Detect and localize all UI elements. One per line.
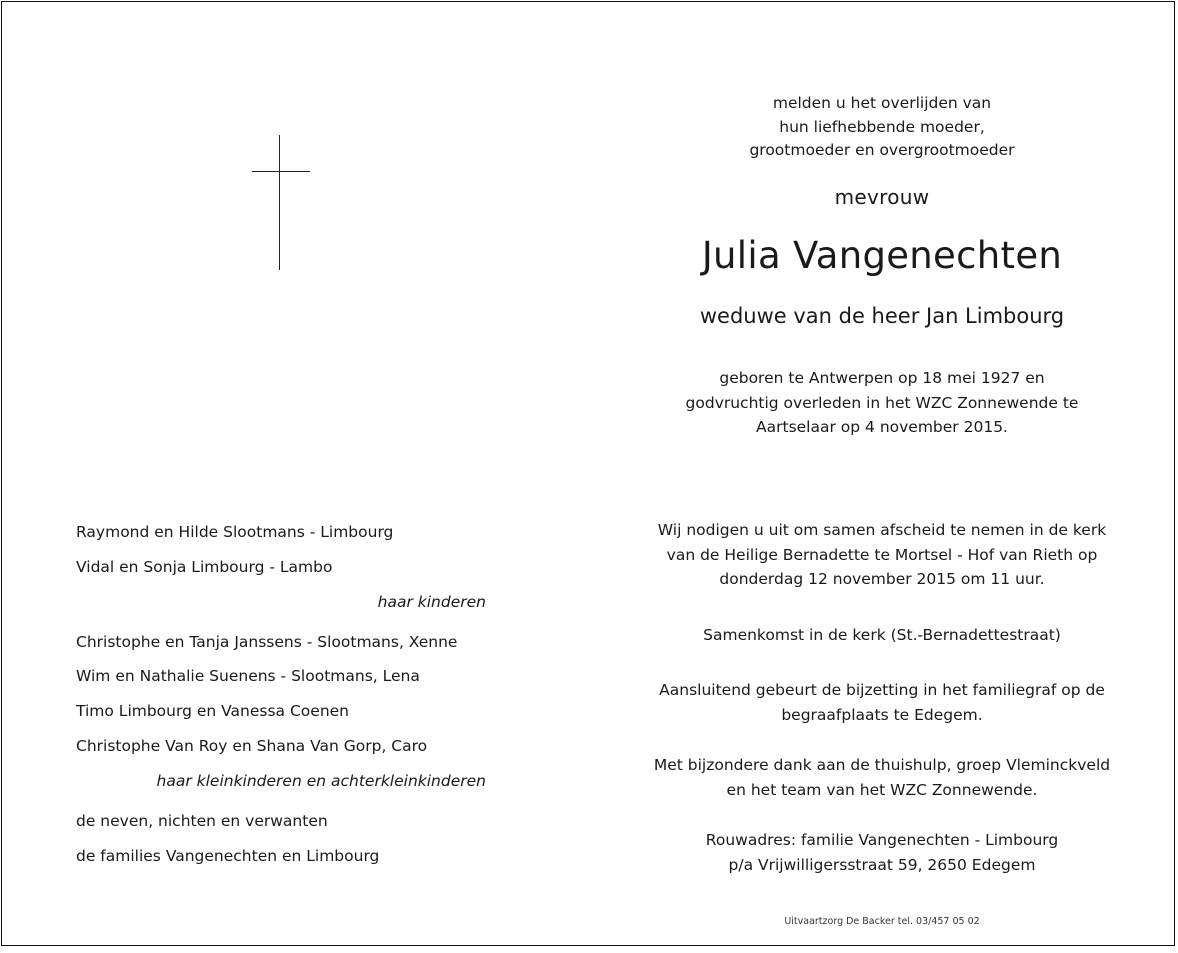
invitation-line: Wij nodigen u uit om samen afscheid te nemen in de kerk [657,521,1107,539]
family-member: Raymond en Hilde Slootmans - Limbourg [76,523,394,541]
thanks-line: Met bijzondere dank aan de thuishulp, groep Vleminckveld [653,756,1111,774]
family-member: de neven, nichten en verwanten [76,812,328,830]
birth-death-line: geboren te Antwerpen op 18 mei 1927 en [719,369,1045,387]
intro-line: melden u het overlijden van [772,94,992,112]
cross-vertical-bar [279,135,280,270]
honorific: mevrouw [834,185,930,209]
address-paragraph [632,828,1132,877]
family-member: Timo Limbourg en Vanessa Coenen [76,702,350,720]
burial-line: Aansluitend gebeurt de bijzetting in het familiegraf op de [659,681,1105,699]
family-member: Christophe Van Roy en Shana Van Gorp, Caro [76,737,428,755]
intro-line: grootmoeder en overgrootmoeder [749,141,1015,159]
invitation-line: donderdag 12 november 2015 om 11 uur. [719,570,1045,588]
family-member: Vidal en Sonja Limbourg - Lambo [76,558,333,576]
birth-death-line: Aartselaar op 4 november 2015. [756,418,1008,436]
spouse-line: weduwe van de heer Jan Limbourg [699,304,1065,328]
deceased-name: Julia Vangenechten [701,234,1063,277]
cross-horizontal-bar [252,171,310,172]
gathering-paragraph [632,623,1132,648]
intro-line: hun liefhebbende moeder, [779,117,985,136]
family-member: de families Vangenechten en Limbourg [76,847,380,865]
burial-paragraph [632,678,1132,727]
gathering-line: Samenkomst in de kerk (St.-Bernadettestraat) [703,626,1061,644]
family-member: Wim en Nathalie Suenens - Slootmans, Lena [76,667,420,685]
family-member: Christophe en Tanja Janssens - Slootmans, Xenne [76,633,458,651]
burial-line: begraafplaats te Edegem. [781,705,983,724]
announcement-intro [632,92,1132,163]
family-role-label: haar kleinkinderen en achterkleinkinderen [156,772,486,790]
funeral-home-footer: Uitvaartzorg De Backer tel. 03/457 05 02 [784,916,980,927]
invitation-line: van de Heilige Bernadette te Mortsel - Hof van Rieth op [666,545,1098,564]
thanks-paragraph [632,753,1132,802]
thanks-line: en het team van het WZC Zonnewende. [726,780,1038,799]
address-line: Rouwadres: familie Vangenechten - Limbourg [705,831,1059,849]
family-role-label: haar kinderen [377,593,486,611]
birth-death-line: godvruchtig overleden in het WZC Zonnewende te [685,393,1079,412]
invitation-paragraph [632,518,1132,592]
address-line: p/a Vrijwilligersstraat 59, 2650 Edegem [728,855,1036,874]
birth-death-info [632,366,1132,440]
